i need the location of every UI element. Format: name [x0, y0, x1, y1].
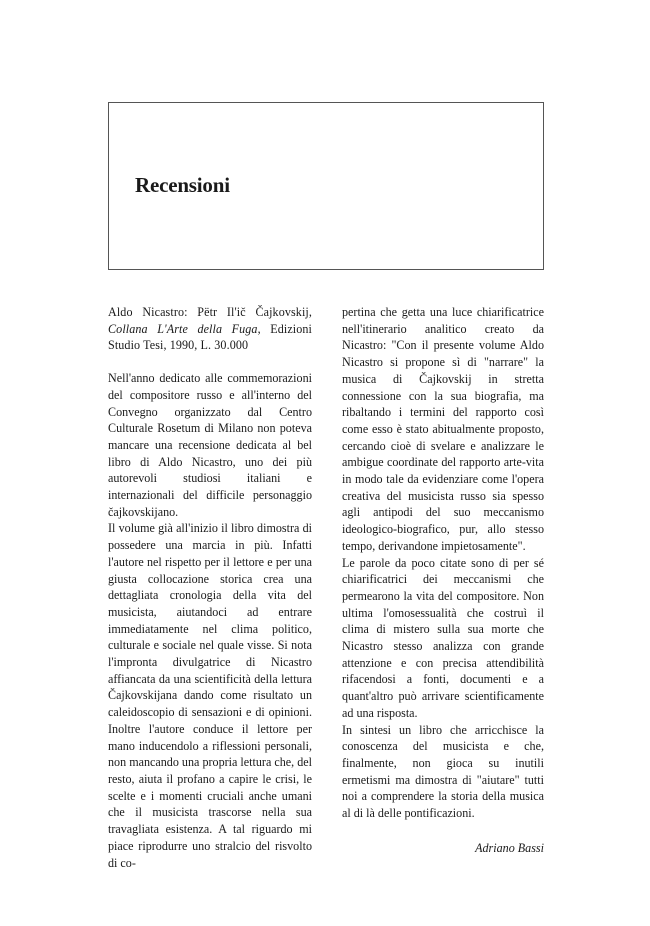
paragraph: In sintesi un libro che arricchisce la conoscenza del musicista e che, finalmente, non gioca su inutili ermetismi ma dimostra di "aiutare" tutti noi a comprendere la storia della musica al di là delle pontificazioni. [342, 722, 544, 821]
right-column [342, 304, 544, 857]
book-author-title: Aldo Nicastro: Pëtr Il'ič Čajkovskij, [108, 305, 312, 319]
book-reference [108, 304, 312, 354]
review-author-signature: Adriano Bassi [475, 840, 544, 855]
book-series: Collana L'Arte della Fuga [108, 321, 258, 336]
paragraph: Le parole da poco citate sono di per sé chiarificatrici dei meccanismi che permearono la vita del compositore. Non ultima l'omosessualità che costruì il clima di mistero sulla sua morte che Nicastro stesso analizza con grande attenzione e con precisa attendibilità rifacendosi a fonti, documenti e a quant'altro può arrivare scientificamente ad una risposta. [342, 555, 544, 720]
paragraph: Il volume già all'inizio il libro dimostra di possedere una marcia in più. Infatti l'autore nel rispetto per il lettore e per una giusta collocazione storica crea una dettagliata cronologia della vita del musicista, aiutandoci ad entrare immediatamente nel clima politico, culturale e sociale nel quale visse. Si nota l'impronta divulgatrice di Nicastro affiancata da una scientificità della lettura Čajkovskijana dando come risultato un caleidoscopio di sensazioni e di opinioni. Inoltre l'autore conduce il lettore per mano inducendolo a riflessioni personali, non mancando una propria lettura che, del resto, aiuta il profano a capire le crisi, le scelte e i momenti cruciali anche umani che il musicista trascorse nella sua travagliata esistenza. A tal riguardo mi piace riprodurre uno stralcio del risvolto di co- [108, 521, 312, 870]
section-title: Recensioni [135, 173, 230, 197]
paragraph: Nell'anno dedicato alle commemorazioni del compositore russo e all'interno del Convegno organizzato dal Centro Culturale Rosetum di Milano non poteva mancare una recensione dedicata al bel libro di Aldo Nicastro, uno dei più autorevoli studiosi italiani e internazionali del difficile personaggio čajkovskijano. [108, 371, 312, 519]
left-column [108, 304, 312, 871]
paragraph: pertina che getta una luce chiarificatrice nell'itinerario analitico creato da Nicastro: "Con il presente volume Aldo Nicastro si propone sì di "narrare" la musica di Čajkovskij in stretta connessione con la sua biografia, ma ribaltando i termini del rapporto così come esso è stato abitualmente proposto, cercando cioè di svelare e analizzare le ambigue coordinate del rapporto arte-vita in modo tale da evidenziare come l'opera creativa del musicista russo sia spesso agli antipodi del suo meccanismo ideologico-biografico, pur, allo stesso tempo, derivandone impietosamente". [342, 305, 544, 553]
book-publisher: , Edizioni Studio Tesi, 1990, L. 30.000 [108, 321, 312, 353]
section-header-box [108, 102, 544, 270]
